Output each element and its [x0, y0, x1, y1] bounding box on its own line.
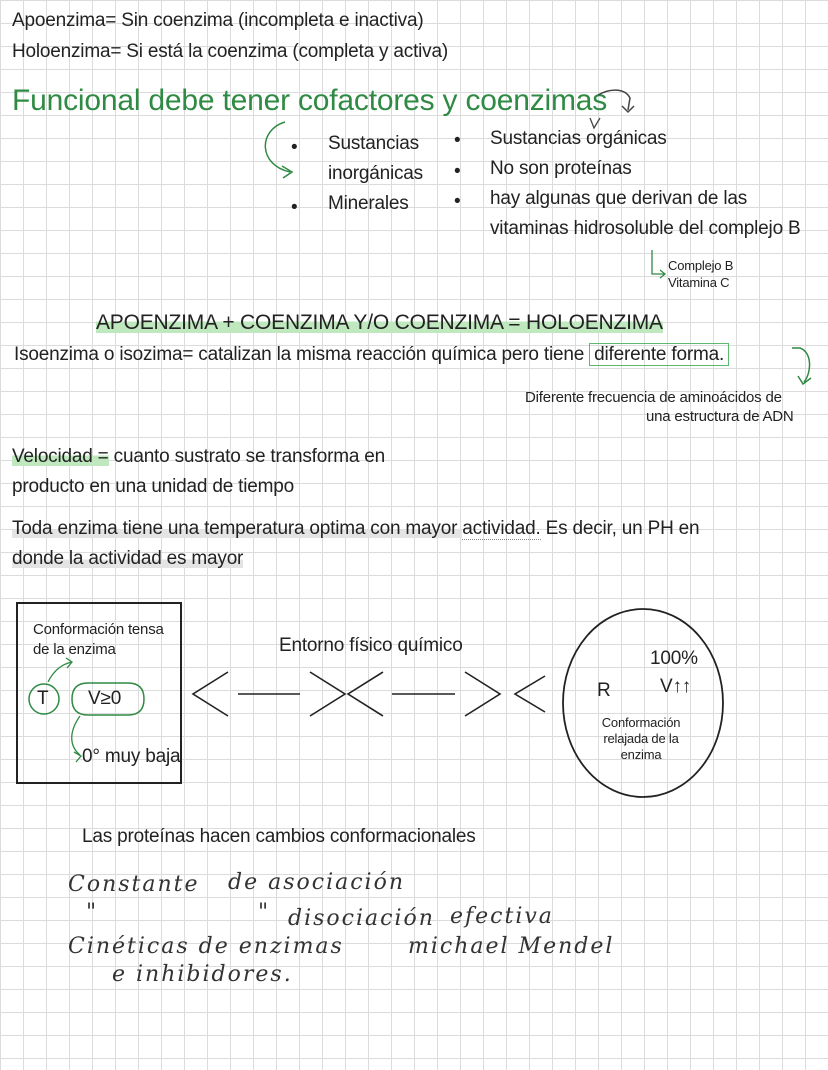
organic-item-2: No son proteínas: [490, 158, 632, 179]
isoenzima-definition: [14, 344, 729, 367]
isoenzima-arrowhead-icon: [798, 376, 811, 384]
funcional-heading: Funcional debe tener cofactores y coenzimas: [12, 84, 608, 117]
temperatura-end: Es decir, un PH en: [540, 518, 700, 539]
apoenzima-definition: Apoenzima= Sin coenzima (incompleta e inactiva): [12, 10, 424, 31]
complejo-note-line2: Vitamina C: [668, 275, 730, 290]
temperatura-line1: [12, 518, 699, 541]
bullet-organic-3: •: [454, 191, 461, 212]
inorganic-arrow-icon: [265, 122, 290, 172]
isoenzima-boxed: diferente forma.: [589, 343, 729, 366]
inorganic-item-2: Minerales: [328, 193, 409, 214]
handwritten-line3-b: michael Mendel: [408, 934, 615, 959]
low-arrow-icon: [72, 716, 80, 755]
t-label: T: [37, 688, 49, 709]
box-label-line2: de la enzima: [33, 641, 116, 658]
velocidad-rest: cuanto sustrato se transforma en: [108, 446, 386, 467]
velocidad-line1: [12, 446, 385, 469]
bullet-inorganic-1: •: [291, 137, 298, 158]
isoenzima-arrow-icon: [792, 348, 810, 382]
v-label: V≥0: [88, 688, 122, 709]
left-chevron-1-icon: [193, 672, 228, 716]
handwritten-line1-a: Constante: [68, 872, 200, 897]
circle-label-line1: Conformación: [601, 715, 681, 730]
circle-pct: 100%: [650, 648, 698, 669]
handwritten-line2-a: ": [86, 900, 99, 925]
temperatura-start: Toda enzima tiene una temperatura optima con mayor: [12, 518, 463, 539]
funcional-arrowhead-icon: [622, 106, 634, 112]
proteinas-line: Las proteínas hacen cambios conformacionales: [82, 826, 476, 847]
low-label: 0° muy baja: [82, 746, 181, 767]
handwritten-line2-b: ": [258, 900, 271, 925]
complejo-note-line1: Complejo B: [668, 258, 734, 273]
isoenzima-note-line1: Diferente frecuencia de aminoácidos de: [525, 389, 782, 406]
circle-label-line3: enzima: [620, 747, 662, 762]
inorganic-item-1-line2: inorgánicas: [328, 163, 423, 184]
temperatura-line2-text: donde la actividad es mayor: [12, 548, 244, 569]
temperatura-line2: [12, 548, 243, 571]
right-chevron-2-icon: [465, 672, 500, 716]
bullet-organic-2: •: [454, 161, 461, 182]
t-arrowhead-icon: [66, 658, 72, 668]
equation-text: APOENZIMA + COENZIMA Y/O COENZIMA = HOLOENZIMA: [96, 311, 663, 334]
circle-r: R: [597, 680, 611, 701]
organic-item-1: Sustancias orgánicas: [490, 128, 667, 149]
handwritten-line4: e inhibidores.: [112, 962, 293, 987]
circle-v: V↑↑: [660, 676, 692, 697]
equation: [96, 310, 663, 335]
right-chevron-1-icon: [310, 672, 345, 716]
complejo-arrowhead-icon: [660, 270, 665, 278]
circle-label-line2: relajada de la: [603, 731, 679, 746]
complejo-arrow-icon: [652, 250, 664, 274]
bullet-organic-1: •: [454, 130, 461, 151]
organic-item-3-line2: vitaminas hidrosoluble del complejo B: [490, 218, 801, 239]
isoenzima-note-line2: una estructura de ADN: [646, 408, 794, 425]
velocidad-line2: producto en una unidad de tiempo: [12, 476, 294, 497]
organic-item-3-line1: hay algunas que derivan de las: [490, 188, 748, 209]
holoenzima-definition: Holoenzima= Si está la coenzima (completa y activa): [12, 41, 448, 62]
temperatura-actividad: actividad.: [462, 518, 541, 539]
left-chevron-2-icon: [348, 672, 383, 716]
handwritten-line2-d: efectiva: [450, 904, 554, 929]
box-label-line1: Conformación tensa: [33, 621, 164, 638]
relaxed-conformation-circle: [563, 609, 723, 797]
left-chevron-3-icon: [515, 676, 545, 712]
organic-tick-icon: [590, 118, 600, 128]
handwritten-line3-a: Cinéticas de enzimas: [68, 934, 344, 959]
entorno-label: Entorno físico químico: [279, 635, 463, 656]
low-arrowhead-icon: [74, 752, 81, 762]
velocidad-term: Velocidad =: [12, 446, 109, 467]
isoenzima-text: Isoenzima o isozima= catalizan la misma reacción química pero tiene: [14, 344, 585, 365]
bullet-inorganic-2: •: [291, 197, 298, 218]
inorganic-item-1-line1: Sustancias: [328, 133, 419, 154]
handwritten-line1-b: de asociación: [228, 870, 405, 895]
handwritten-line2-c: disociación: [288, 906, 435, 931]
t-arrow-icon: [48, 662, 72, 682]
inorganic-arrowhead-icon: [282, 166, 292, 178]
